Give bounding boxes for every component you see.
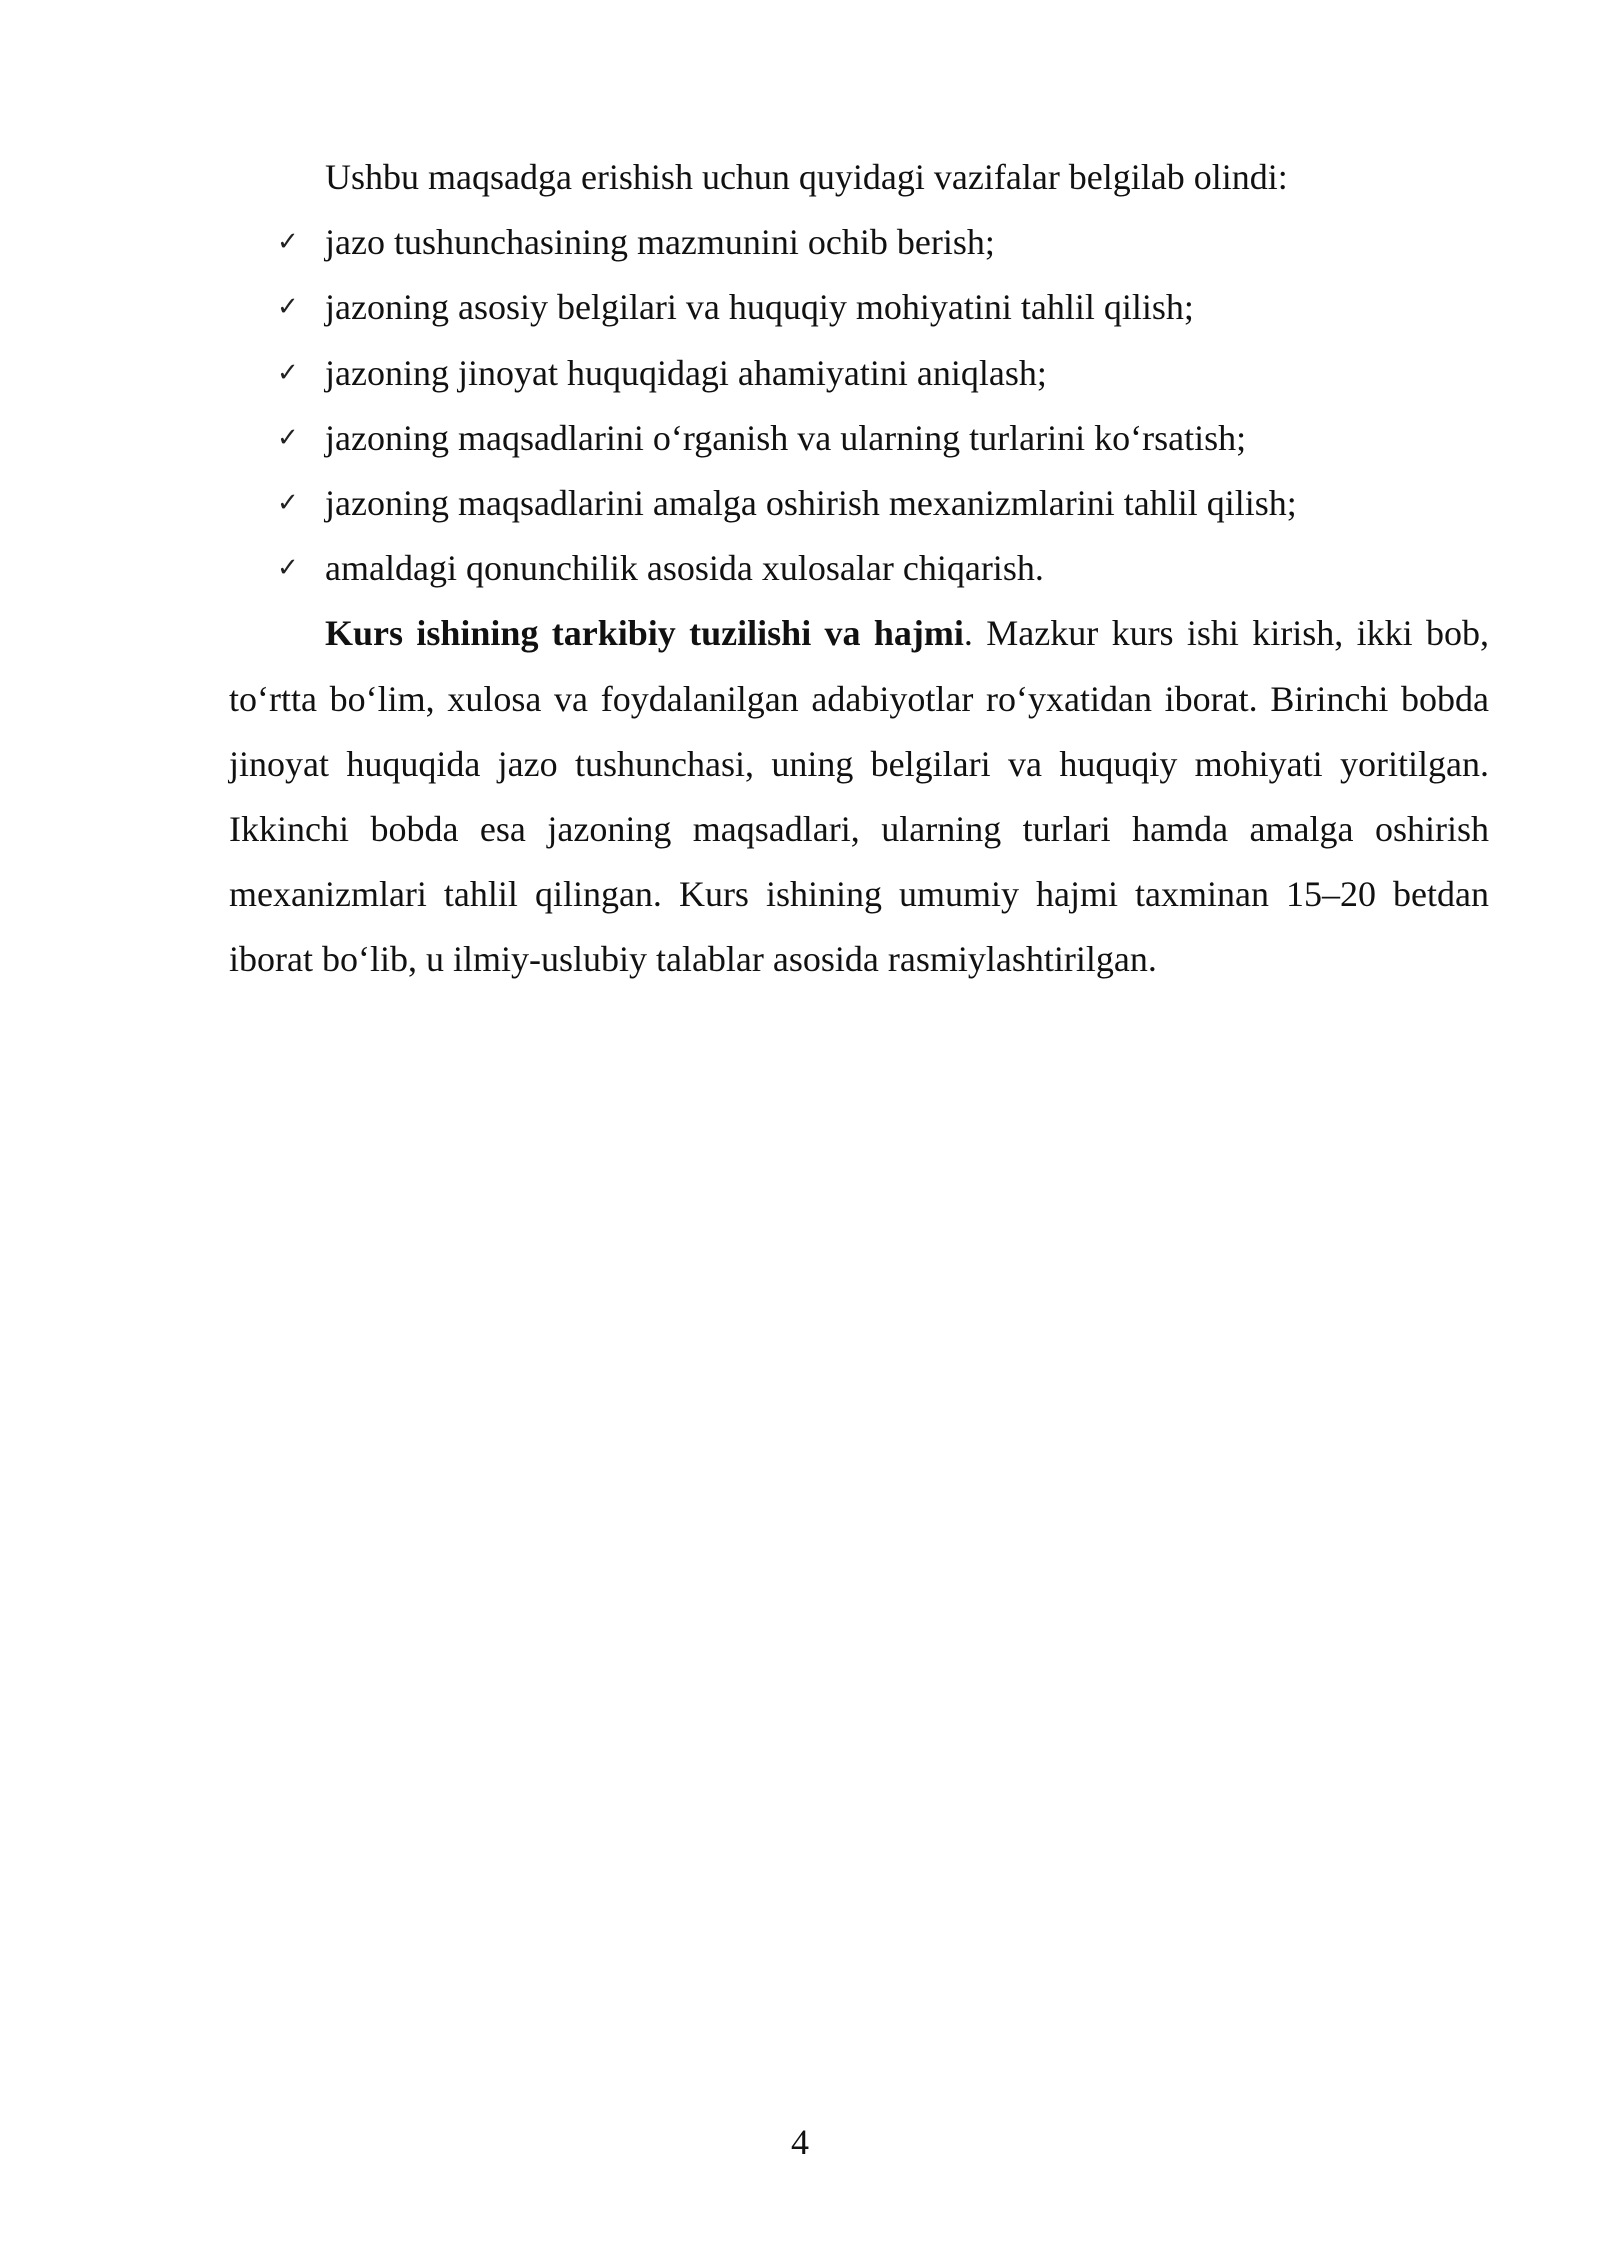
- check-mark-icon: ✓: [277, 357, 299, 388]
- task-list-item: [229, 210, 1489, 275]
- task-list-item: [229, 536, 1489, 601]
- task-text: jazo tushunchasining mazmunini ochib berish;: [325, 222, 995, 263]
- page-body: [229, 145, 1489, 993]
- check-mark-icon: ✓: [277, 488, 299, 519]
- structure-summary-paragraph: [229, 601, 1489, 992]
- tasks-intro: Ushbu maqsadga erishish uchun quyidagi vazifalar belgilab olindi:: [325, 157, 1288, 197]
- task-text: jazoning maqsadlarini o‘rganish va ularning turlarini ko‘rsatish;: [325, 417, 1247, 458]
- check-mark-icon: ✓: [277, 553, 299, 584]
- task-list-item: [229, 471, 1489, 536]
- summary-heading: Kurs ishining tarkibiy tuzilishi va hajmi: [325, 613, 964, 654]
- page-number: 4: [791, 2122, 809, 2162]
- task-list: [229, 210, 1489, 601]
- check-mark-icon: ✓: [277, 292, 299, 323]
- summary-text: . Mazkur kurs ishi kirish, ikki bob, to‘rtta bo‘lim, xulosa va foydalanilgan adabiyotlar ro‘yxatidan iborat. Birinchi bobda jinoyat huquqida jazo tushunchasi, uning belgilari va huquqiy mohiyati yoritilgan. Ikkinchi bobda esa jazoning maqsadlari, ularning turlari hamda amalga oshirish mexanizmlari tahlil qilingan. Kurs ishining umumiy hajmi taxminan 15–20 betdan iborat bo‘lib, u ilmiy-uslubiy talablar asosida rasmiylashtirilgan.: [229, 613, 1489, 980]
- task-list-item: [229, 341, 1489, 406]
- task-text: jazoning maqsadlarini amalga oshirish mexanizmlarini tahlil qilish;: [325, 483, 1297, 524]
- check-mark-icon: ✓: [277, 422, 299, 453]
- task-list-item: [229, 275, 1489, 340]
- task-text: jazoning jinoyat huquqidagi ahamiyatini aniqlash;: [325, 352, 1047, 393]
- check-mark-icon: ✓: [277, 227, 299, 258]
- task-text: amaldagi qonunchilik asosida xulosalar chiqarish.: [325, 548, 1044, 589]
- task-list-item: [229, 406, 1489, 471]
- task-text: jazoning asosiy belgilari va huquqiy mohiyatini tahlil qilish;: [325, 287, 1194, 328]
